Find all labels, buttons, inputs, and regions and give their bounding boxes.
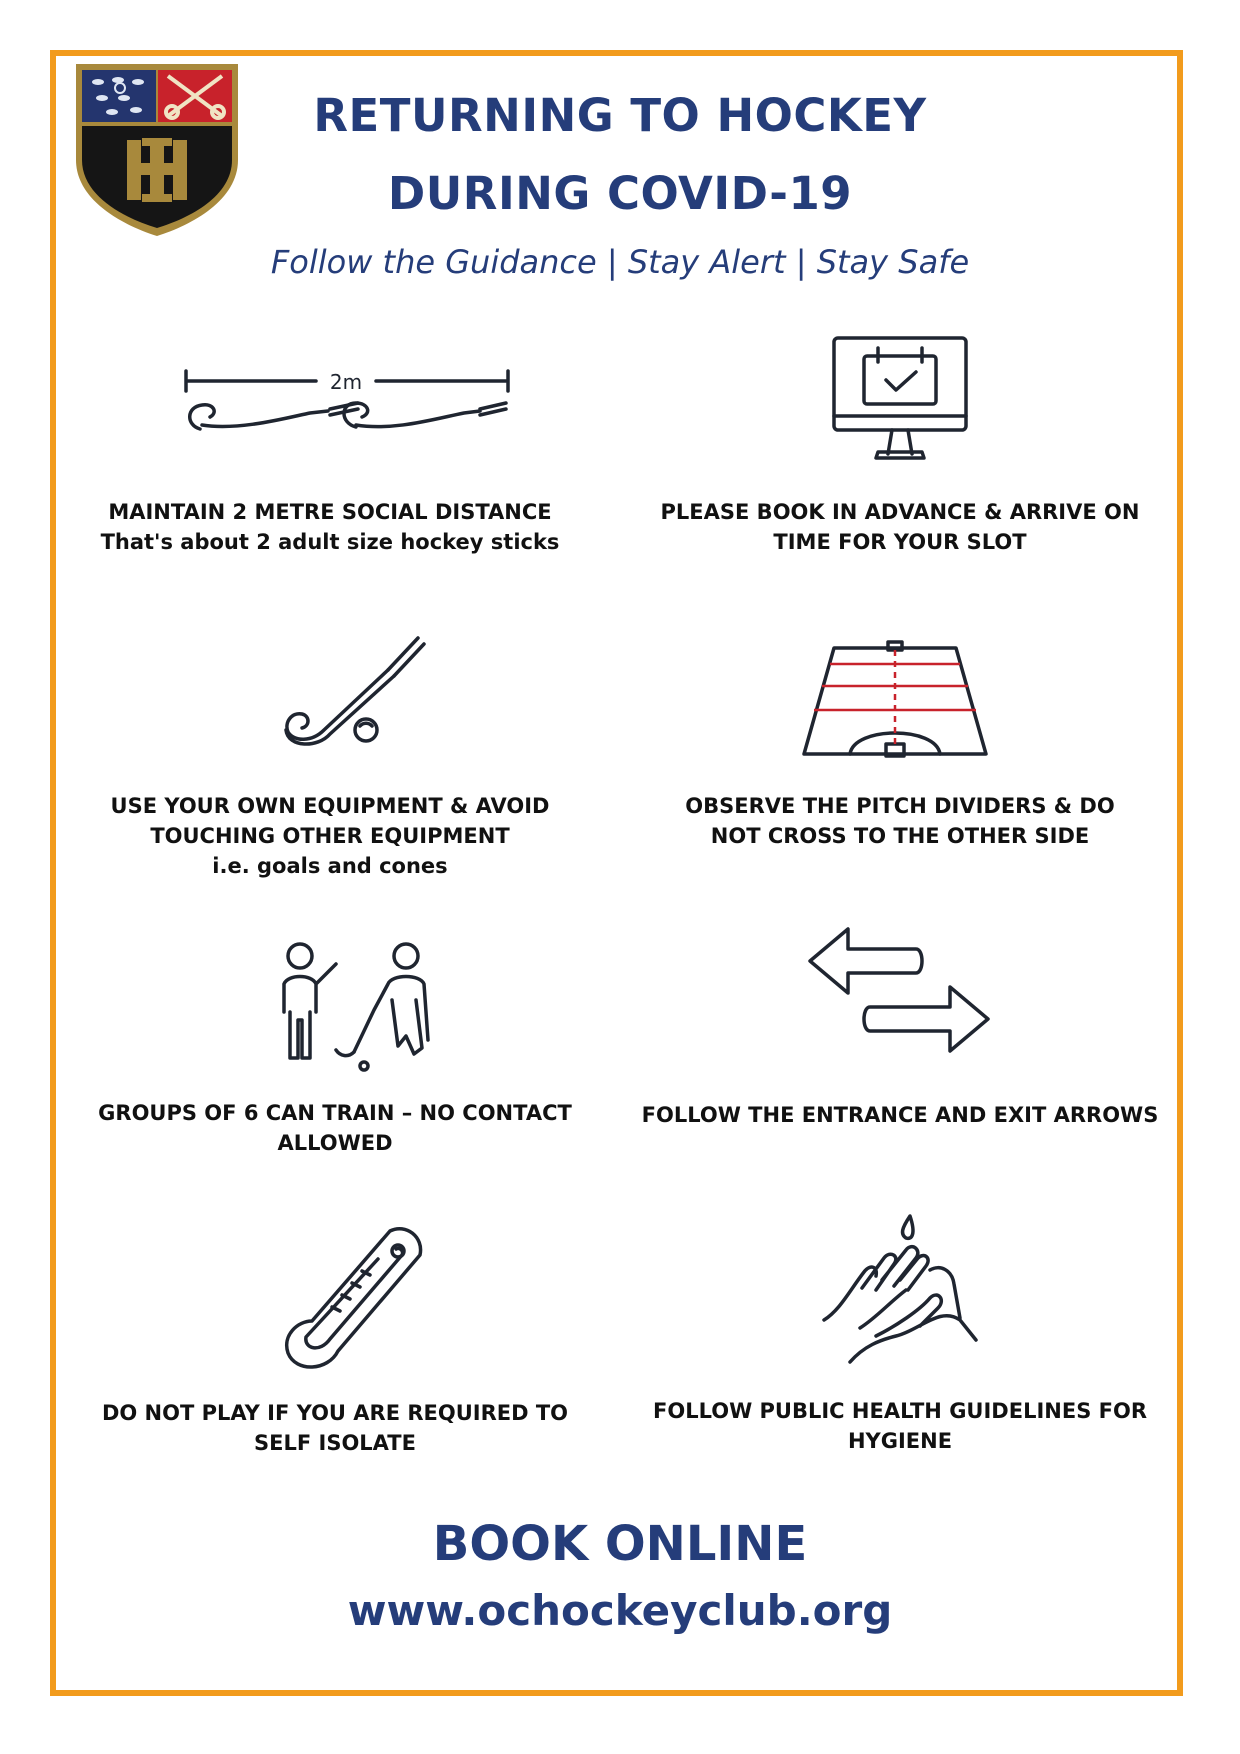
rule-title: MAINTAIN 2 METRE SOCIAL DISTANCE — [108, 500, 552, 524]
arrows-icon — [806, 925, 992, 1055]
distance-label: 2m — [329, 370, 363, 394]
rule-arrows — [620, 1100, 1180, 1130]
rule-self-isolate — [70, 1398, 600, 1458]
thermometer-icon — [280, 1225, 430, 1375]
rule-title: FOLLOW THE ENTRANCE AND EXIT ARROWS — [641, 1103, 1159, 1127]
rule-own-equipment — [100, 791, 560, 881]
rule-groups — [90, 1098, 580, 1158]
website-link[interactable]: www.ochockeyclub.org — [347, 1586, 893, 1635]
book-online-heading: BOOK ONLINE — [432, 1516, 808, 1572]
rule-title: DO NOT PLAY IF YOU ARE REQUIRED TO SELF ISOLATE — [101, 1401, 569, 1455]
players-icon — [270, 940, 440, 1080]
rule-title: USE YOUR OWN EQUIPMENT & AVOID TOUCHING OTHER EQUIPMENT — [110, 794, 550, 848]
rule-subtitle: That's about 2 adult size hockey sticks — [100, 530, 560, 554]
hand-washing-icon — [820, 1210, 980, 1368]
pitch-dividers-icon — [800, 640, 990, 758]
club-crest-icon — [72, 60, 242, 238]
page-title-line2: DURING COVID-19 — [387, 167, 853, 220]
rule-book-advance — [630, 497, 1170, 557]
rule-title: OBSERVE THE PITCH DIVIDERS & DO NOT CROSS TO THE OTHER SIDE — [685, 794, 1115, 848]
computer-calendar-icon — [830, 334, 970, 466]
rule-title: FOLLOW PUBLIC HEALTH GUIDELINES FOR HYGIENE — [653, 1399, 1147, 1453]
hockey-stick-ball-icon — [280, 634, 430, 754]
rule-title: PLEASE BOOK IN ADVANCE & ARRIVE ON TIME FOR YOUR SLOT — [660, 500, 1140, 554]
rule-subtitle: i.e. goals and cones — [212, 854, 448, 878]
rule-hygiene — [640, 1396, 1160, 1456]
page-title-line1: RETURNING TO HOCKEY — [313, 89, 927, 142]
hockey-sticks-distance-icon — [180, 365, 520, 445]
rule-pitch-dividers — [660, 791, 1140, 851]
rule-title: GROUPS OF 6 CAN TRAIN – NO CONTACT ALLOWED — [98, 1101, 572, 1155]
rule-social-distance — [80, 497, 580, 557]
tagline: Follow the Guidance | Stay Alert | Stay Safe — [270, 243, 970, 281]
